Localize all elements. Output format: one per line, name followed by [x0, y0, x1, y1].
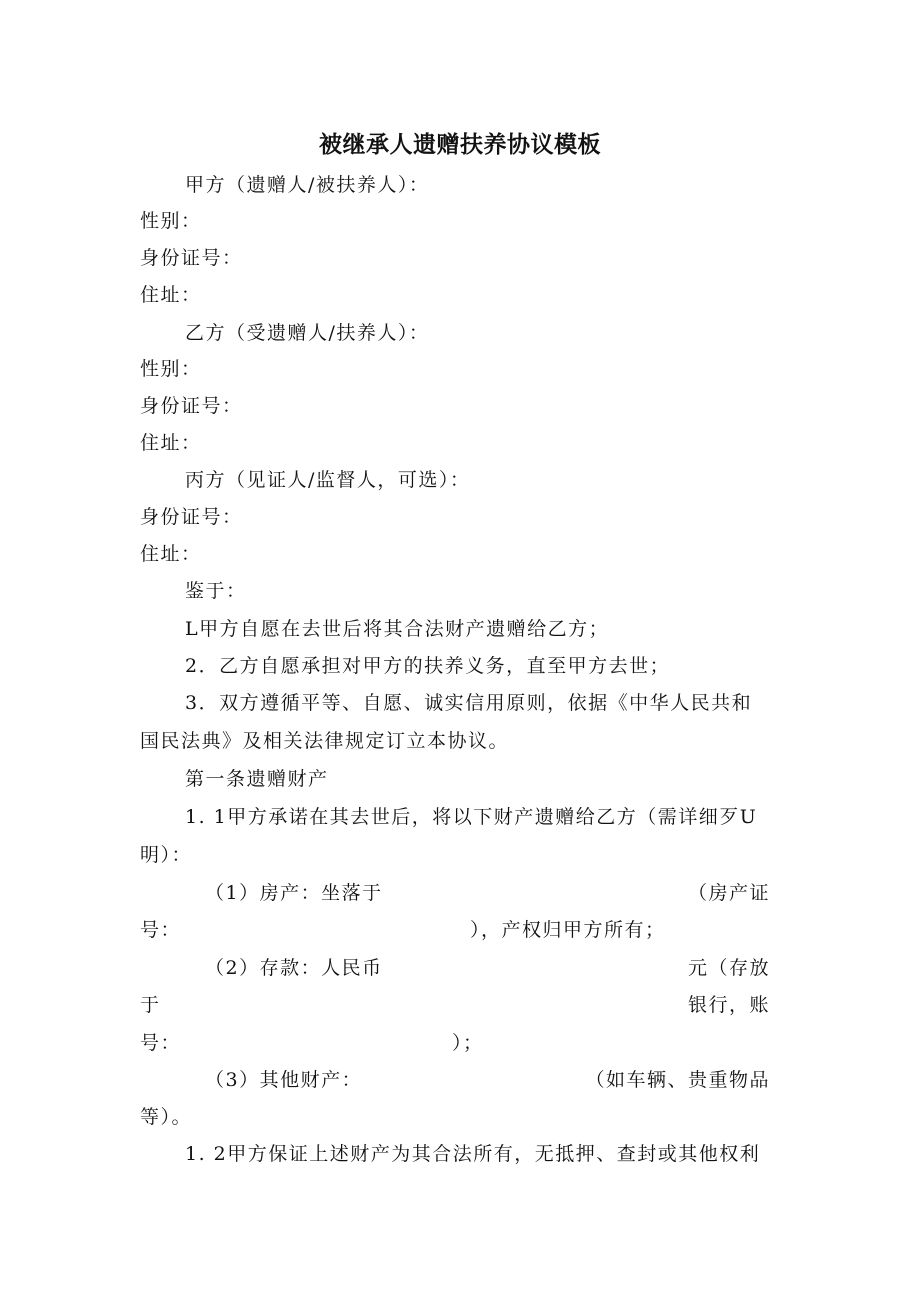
- clause-1-1-line-1: 1. 1甲方承诺在其去世后，将以下财产遗赠给乙方（需详细歹U: [185, 806, 758, 828]
- house-number-label: 号：: [140, 919, 182, 941]
- deposit-label: （2）存款：人民币: [205, 957, 383, 979]
- party-c-address: 住址：: [140, 543, 202, 565]
- party-c-id: 身份证号：: [140, 506, 243, 528]
- page-title: 被继承人遗赠扶养协议模板: [319, 132, 601, 158]
- whereas-item-1: L甲方自愿在去世后将其合法财产遗赠给乙方；: [185, 618, 610, 640]
- house-label: （1）房产：坐落于: [205, 882, 383, 904]
- deposit-bank-label: 银行，账: [687, 994, 770, 1016]
- party-a-id: 身份证号：: [140, 247, 243, 269]
- party-a-address: 住址：: [140, 284, 202, 306]
- party-a-gender: 性别：: [140, 210, 202, 232]
- other-property-example: （如车辆、贵重物品: [585, 1069, 770, 1091]
- house-ownership: ），产权归甲方所有；: [470, 919, 666, 941]
- other-property-label: （3）其他财产：: [205, 1069, 363, 1091]
- other-property-end: 等）。: [140, 1106, 193, 1128]
- house-cert-label: （房产证: [687, 882, 770, 904]
- party-b-gender: 性别：: [140, 358, 202, 380]
- deposit-unit: 元（存放: [687, 957, 770, 979]
- party-b-heading: 乙方（受遗赠人/扶养人）：: [185, 322, 430, 344]
- party-a-heading: 甲方（遗赠人/被扶养人）：: [185, 174, 430, 196]
- deposit-account-label: 号：: [140, 1032, 182, 1054]
- party-c-heading: 丙方（见证人/监督人，可选）：: [185, 469, 471, 491]
- deposit-at-label: 于: [140, 994, 161, 1016]
- whereas-item-2: 2．乙方自愿承担对甲方的扶养义务，直至甲方去世；: [185, 655, 671, 677]
- clause-1-2-line-1: 1. 2甲方保证上述财产为其合法所有，无抵押、查封或其他权利: [185, 1143, 761, 1165]
- whereas-heading: 鉴于：: [185, 580, 247, 602]
- whereas-item-3-line-2: 国民法典》及相关法律规定订立本协议。: [140, 730, 510, 752]
- deposit-close: ）；: [452, 1032, 484, 1054]
- article-1-heading: 第一条遗赠财产: [185, 768, 329, 790]
- whereas-item-3-line-1: 3．双方遵循平等、自愿、诚实信用原则，依据《中华人民共和: [185, 692, 753, 714]
- party-b-id: 身份证号：: [140, 395, 243, 417]
- party-b-address: 住址：: [140, 432, 202, 454]
- clause-1-1-line-2: 明）：: [140, 844, 193, 866]
